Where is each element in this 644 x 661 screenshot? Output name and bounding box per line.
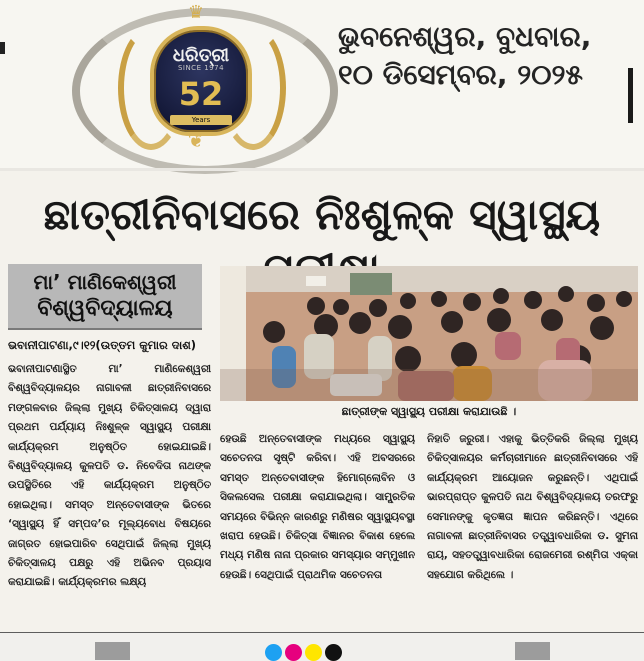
masthead-area [0,0,644,168]
page-edge-bar [628,68,633,123]
gray-registration-mark [112,642,130,660]
article-column-1: ଭବାନୀପାଟଣାସ୍ଥିତ ମା’ ମାଣିକେଶ୍ୱରୀ ବିଶ୍ୱବିଦ୍ୟାଳୟର ନାଗାବଳୀ ଛାତ୍ରୀନିବାସରେ ମଙ୍ଗଳବାର ଜିଲ୍ଲା ମୁଖ୍ୟ ଚିକିତ୍ସାଳୟ ଦ୍ୱାରା ପ୍ରଥମ ପର୍ଯ୍ୟାୟ ନିଃଶୁଳ୍କ ସ୍ୱାସ୍ଥ୍ୟ ପରୀକ୍ଷା କାର୍ଯ୍ୟକ୍ରମ ଅନୁଷ୍ଠିତ ହୋଇଯାଇଛି। ବିଶ୍ୱବିଦ୍ୟାଳୟ କୁଳପତି ଡ. ନିବେଦିତା ନାଥଙ୍କ ଉପସ୍ଥିତିରେ ଏହି କାର୍ଯ୍ୟକ୍ରମ ଅନୁଷ୍ଠିତ ହୋଇଥିଲା। ସମସ୍ତ ଅନ୍ତେବାସୀଙ୍କ ଭିତରେ ‘ସ୍ୱାସ୍ଥ୍ୟ ହିଁ ସମ୍ପଦ’ର ମୂଲ୍ୟବୋଧ ବିଷୟରେ ଜାଗ୍ରତ ହୋଇପାରିବ ସେଥିପାଇଁ ଜିଲ୍ଲା ମୁଖ୍ୟ ଚିକିତ୍ସାଳୟ ପକ୍ଷରୁ ଏହି ଅଭିନବ ପ୍ରୟାସ କରାଯାଇଛି। କାର୍ଯ୍ୟକ୍ରମର ଲକ୍ଷ୍ୟ [8,363,211,589]
footer-rule [0,632,644,633]
yellow-registration-dot [305,644,322,661]
logo-subtitle: SINCE 1974 [177,64,225,72]
article-headline: ଛାତ୍ରୀନିବାସରେ ନିଃଶୁଳ୍କ ସ୍ୱାସ୍ଥ୍ୟ [43,190,601,239]
column-marker [0,42,5,54]
logo-years: Years [170,115,232,125]
gray-registration-mark [95,642,113,660]
dateline-date: ୧୦ ଡିସେମ୍ବର, ୨୦୨୫ [338,58,583,91]
logo-number: 52 [178,75,224,113]
magenta-registration-dot [285,644,302,661]
ribbon-icon: ❦ [187,128,205,152]
cyan-registration-dot [265,644,282,661]
dateline [338,18,623,94]
kicker-line-1: ମା’ ମାଣିକେଶ୍ୱରୀ [33,270,177,294]
location-kicker [8,264,202,330]
gray-registration-mark [532,642,550,660]
logo-title: ଧରିତ୍ରୀ [172,45,230,66]
article-column-2: ହେଉଛି ଅନ୍ତେବାସୀଙ୍କ ମଧ୍ୟରେ ସ୍ୱାସ୍ଥ୍ୟ ସଚେତନତା ସୃଷ୍ଟି କରିବା। ଏହି ଅବସରରେ ସମସ୍ତ ଅନ୍ତେବାସୀଙ୍କ ହିମୋଗ୍ଲୋବିନ ଓ ସିକଲସେଲ ପରୀକ୍ଷା କରାଯାଇଥିଲା। ସାମ୍ପ୍ରତିକ ସମୟରେ ବିଭିନ୍ନ କାରଣରୁ ମଣିଷର ସ୍ୱାସ୍ଥ୍ୟବସ୍ଥା ଖରାପ ହେଉଛି। ଚିକିତ୍ସା ବିଜ୍ଞାନର ବିକାଶ ହେଲେ ମଧ୍ୟ ମଣିଷ ନାନା ପ୍ରକାର ସମସ୍ୟାର ସମ୍ମୁଖୀନ ହେଉଛି। ସେଥିପାଇଁ ପ୍ରାଥମିକ ସଚେତନତା [220,433,415,581]
gray-registration-mark [515,642,533,660]
health-camp-photo [220,266,638,401]
article-column-3: ନିହାତି ଜରୁରୀ। ଏହାକୁ ଭିତ୍ତିକରି ଜିଲ୍ଲା ମୁଖ୍ୟ ଚିକିତ୍ସାଳୟର କର୍ମଚାରୀମାନେ ଛାତ୍ରୀନିବାସରେ ଏହି କାର୍ଯ୍ୟକ୍ରମ ଆୟୋଜନ କରୁଛନ୍ତି। ଏଥିପାଇଁ ଭାରପ୍ରାପ୍ତ କୁଳପତି ନାଥ ବିଶ୍ୱବିଦ୍ୟାଳୟ ତରଫରୁ ସେମାନଙ୍କୁ କୃତଜ୍ଞତା ଜ୍ଞାପନ କରିଛନ୍ତି। ଏଥିରେ ନାଗାବଳୀ ଛାତ୍ରୀନିବାସର ତତ୍ତ୍ୱାବଧାରିକା ଡ. ସୁମନା ରାୟ, ସହତତ୍ତ୍ୱାବଧାରିକା ରୋଜମେରୀ ରଶ୍ମିତା ଏକ୍କା ସହଯୋଗ କରିଥିଲେ । [427,433,638,581]
black-registration-dot [325,644,342,661]
article-photo [220,266,638,401]
dateline-city-day: ଭୁବନେଶ୍ୱର, ବୁଧବାର, [338,20,592,53]
kicker-line-2: ବିଶ୍ୱବିଦ୍ୟାଳୟ [37,296,173,321]
crown-icon: ♛ [187,2,205,23]
article-byline: ଭବାନୀପାଟଣା,୯।୧୨(ଉତ୍ତମ କୁମାର ଦାଶ) [8,338,197,352]
masthead-rule [0,168,644,171]
photo-caption: ଛାତ୍ରୀଙ୍କ ସ୍ୱାସ୍ଥ୍ୟ ପରୀକ୍ଷା କରାଯାଉଛି । [341,405,517,418]
anniversary-badge [150,26,252,136]
